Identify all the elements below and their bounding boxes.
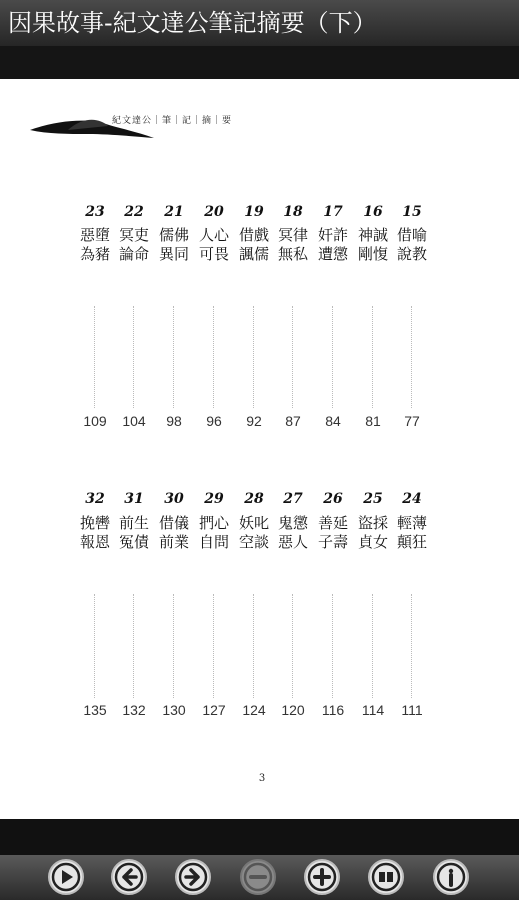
page-reference: 130 [162,702,186,718]
chapter-title: 借喻說教 [396,226,427,263]
page-reference: 92 [246,413,262,429]
dotted-leader [332,594,333,698]
page-reference: 77 [404,413,420,429]
dotted-leader [133,594,134,698]
dotted-leader [94,306,95,408]
chapter-number: 24 [402,491,422,507]
chapter-title: 盜採貞女 [357,514,388,551]
chapter-number: 28 [244,491,264,507]
chapter-number: 18 [283,204,303,220]
chapter-number: 32 [85,491,105,507]
chapter-title: 神誠剛愎 [357,226,388,263]
chapter-title: 人心可畏 [198,226,229,263]
chapter-number: 31 [124,491,144,507]
chapter-number: 20 [204,204,224,220]
chapter-number: 19 [244,204,264,220]
chapter-number: 15 [402,204,422,220]
page-mode-button[interactable] [368,859,404,895]
dotted-leader [292,594,293,698]
page-reference: 87 [285,413,301,429]
dotted-leader [173,306,174,408]
page-reference: 96 [206,413,222,429]
arrow-right-icon [177,861,209,893]
page-reference: 98 [166,413,182,429]
app-title: 因果故事-紀文達公筆記摘要（下） [8,9,377,37]
dotted-leader [253,594,254,698]
chapter-title: 惡墮為豬 [79,226,110,263]
chapter-title: 儒佛異同 [158,226,189,263]
chapter-title: 借戲諷儒 [238,226,269,263]
page-header: 紀文達公｜筆｜記｜摘｜要 [112,116,233,126]
chapter-title: 妖叱空談 [238,514,269,551]
chapter-number: 27 [283,491,303,507]
dotted-leader [94,594,95,698]
chapter-title: 輕薄顛狂 [396,514,427,551]
play-icon [50,861,82,893]
dotted-leader [372,306,373,408]
previous-button[interactable] [111,859,147,895]
chapter-number: 17 [323,204,343,220]
chapter-number: 29 [204,491,224,507]
dotted-leader [411,594,412,698]
app-title-bar [0,0,519,46]
page-reference: 111 [401,702,423,718]
page-reference: 120 [281,702,305,718]
chapter-title: 捫心自問 [198,514,229,551]
dotted-leader [292,306,293,408]
dotted-leader [253,306,254,408]
page-reference: 114 [361,702,385,718]
two-page-icon [370,861,402,893]
page-reference: 135 [83,702,107,718]
dotted-leader [173,594,174,698]
dotted-leader [332,306,333,408]
dotted-leader [213,306,214,408]
dotted-leader [411,306,412,408]
dotted-leader [133,306,134,408]
reader-toolbar [0,855,519,900]
plus-icon [306,861,338,893]
zoom-out-button[interactable] [240,859,276,895]
page-reference: 81 [365,413,381,429]
chapter-title: 冥吏論命 [118,226,149,263]
arrow-left-icon [113,861,145,893]
chapter-number: 21 [164,204,184,220]
info-button[interactable] [433,859,469,895]
zoom-in-button[interactable] [304,859,340,895]
minus-icon [242,861,274,893]
chapter-title: 借儀前業 [158,514,189,551]
chapter-title: 前生冤債 [118,514,149,551]
page-reference: 127 [202,702,226,718]
chapter-number: 22 [124,204,144,220]
page-reference: 84 [325,413,341,429]
chapter-number: 26 [323,491,343,507]
page-reference: 109 [83,413,107,429]
bottom-spacer [0,819,519,855]
chapter-title: 挽轡報恩 [79,514,110,551]
page-reference: 124 [242,702,266,718]
page-reference: 132 [122,702,146,718]
page-reference: 116 [321,702,345,718]
play-button[interactable] [48,859,84,895]
chapter-title: 善延子壽 [317,514,348,551]
chapter-number: 30 [164,491,184,507]
info-icon [435,861,467,893]
chapter-title: 鬼懲惡人 [277,514,308,551]
dotted-leader [372,594,373,698]
page-number: 3 [258,773,266,784]
chapter-title: 奸詐遭懲 [317,226,348,263]
top-spacer [0,46,519,79]
dotted-leader [213,594,214,698]
chapter-number: 16 [363,204,383,220]
chapter-number: 23 [85,204,105,220]
chapter-title: 冥律無私 [277,226,308,263]
page-reference: 104 [122,413,146,429]
next-button[interactable] [175,859,211,895]
chapter-number: 25 [363,491,383,507]
